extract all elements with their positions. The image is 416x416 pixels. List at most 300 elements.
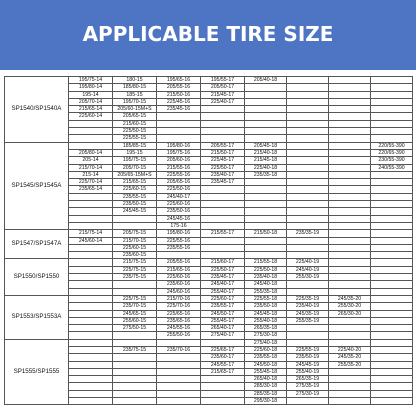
tire-size-cell: 195/80-16 (157, 142, 201, 149)
tire-size-cell (371, 222, 413, 229)
tire-size-cell: 245/55-16 (157, 325, 201, 332)
tire-size-cell (329, 237, 371, 244)
tire-size-cell (113, 383, 157, 390)
tire-size-cell (371, 237, 413, 244)
tire-size-cell: 265/35-19 (287, 376, 329, 383)
tire-size-cell (287, 186, 329, 193)
tire-size-cell (371, 128, 413, 135)
tire-size-cell: 225/45-17 (201, 157, 245, 164)
tire-size-cell (287, 288, 329, 295)
tire-size-cell (157, 361, 201, 368)
tire-size-cell: 275/50-15 (113, 325, 157, 332)
tire-size-table (4, 76, 413, 405)
tire-size-cell: 255/35-19 (287, 317, 329, 324)
tire-size-cell: 215/70-15 (113, 237, 157, 244)
tire-size-cell: 275/40-17 (201, 332, 245, 339)
tire-size-cell: 205/65-15M+S (113, 171, 157, 178)
tire-size-cell: 215/75-14 (69, 230, 113, 237)
tire-size-cell (69, 317, 113, 324)
tire-size-cell (329, 274, 371, 281)
table-row (5, 230, 413, 237)
table-row (5, 295, 413, 302)
model-name-cell: SP1555/SP1555 (5, 339, 69, 405)
tire-size-cell (245, 84, 287, 91)
tire-size-cell (329, 186, 371, 193)
tire-size-cell (371, 98, 413, 105)
tire-size-cell: 195/70-15 (113, 98, 157, 105)
tire-size-cell: 255/60-15 (113, 317, 157, 324)
tire-size-cell (287, 398, 329, 405)
tire-size-cell (287, 281, 329, 288)
tire-size-cell: 225/50-17 (201, 164, 245, 171)
tire-size-cell (329, 259, 371, 266)
tire-size-cell (329, 120, 371, 127)
tire-size-cell: 235/40-19 (287, 303, 329, 310)
tire-size-cell: 180-15 (113, 77, 157, 84)
tire-size-cell (69, 244, 113, 251)
tire-size-cell (245, 208, 287, 215)
tire-size-cell (201, 244, 245, 251)
tire-size-cell (245, 120, 287, 127)
model-name-cell: SP1545/SP1545A (5, 142, 69, 230)
tire-size-cell: 225/75-15 (113, 295, 157, 302)
tire-size-cell (201, 208, 245, 215)
tire-size-cell (69, 128, 113, 135)
tire-size-cell: 245/45-19 (287, 361, 329, 368)
tire-size-cell (157, 113, 201, 120)
tire-size-cell (287, 244, 329, 251)
tire-size-cell: 225/50-17 (201, 266, 245, 273)
tire-size-cell: 225/50-18 (245, 266, 287, 273)
tire-size-cell: 255/40-19 (287, 368, 329, 375)
tire-size-cell: 255/50-16 (157, 332, 201, 339)
tire-size-cell (157, 120, 201, 127)
tire-size-cell: 235/55-16 (157, 244, 201, 251)
tire-size-cell (69, 142, 113, 149)
tire-size-cell: 235/35-18 (245, 171, 287, 178)
tire-size-cell: 185-15 (113, 91, 157, 98)
tire-size-cell (157, 252, 201, 259)
tire-size-cell (113, 222, 157, 229)
tire-size-cell (69, 120, 113, 127)
tire-size-cell: 195/80-14 (69, 84, 113, 91)
table-row (5, 142, 413, 149)
tire-size-cell (69, 208, 113, 215)
tire-size-cell (371, 171, 413, 178)
tire-size-cell (371, 398, 413, 405)
tire-size-cell: 225/35-19 (287, 295, 329, 302)
tire-size-cell (329, 208, 371, 215)
tire-size-cell (287, 120, 329, 127)
tire-size-cell (287, 339, 329, 346)
tire-size-cell: 225/50-16 (157, 186, 201, 193)
tire-size-cell: 235/60-15 (113, 252, 157, 259)
tire-size-cell: 245/65-15 (113, 310, 157, 317)
tire-size-cell (371, 84, 413, 91)
tire-size-cell (371, 215, 413, 222)
tire-size-cell: 215/50-17 (201, 149, 245, 156)
tire-size-cell: 195/80-16 (157, 230, 201, 237)
tire-size-cell (371, 201, 413, 208)
tire-size-cell (69, 354, 113, 361)
tire-size-cell (329, 201, 371, 208)
tire-size-cell (201, 339, 245, 346)
tire-size-cell: 205/80-14 (69, 149, 113, 156)
tire-size-cell: 225/50-15 (113, 128, 157, 135)
tire-size-cell (329, 84, 371, 91)
tire-size-cell (371, 295, 413, 302)
tire-size-cell: 225/40-20 (329, 346, 371, 353)
tire-size-cell (287, 171, 329, 178)
tire-size-cell: 205/70-14 (69, 98, 113, 105)
tire-size-cell: 215/40-18 (245, 149, 287, 156)
tire-size-cell: 225/60-18 (245, 346, 287, 353)
tire-size-cell (201, 106, 245, 113)
tire-size-cell (287, 215, 329, 222)
tire-size-cell (287, 84, 329, 91)
tire-size-cell (329, 91, 371, 98)
tire-size-cell (69, 368, 113, 375)
tire-size-cell: 215/45-18 (245, 157, 287, 164)
tire-size-cell: 195-15 (113, 149, 157, 156)
tire-size-cell (329, 135, 371, 142)
table-row (5, 339, 413, 346)
tire-size-cell (245, 135, 287, 142)
tire-size-cell (287, 222, 329, 229)
tire-size-cell: 215/70-16 (157, 295, 201, 302)
model-name-cell: SP1547/SP1547A (5, 230, 69, 259)
tire-size-cell (157, 339, 201, 346)
tire-size-cell: 235/65-14 (69, 186, 113, 193)
tire-size-cell: 225/60-14 (69, 113, 113, 120)
model-name-cell: SP1550/SP1550 (5, 259, 69, 295)
tire-size-cell (329, 164, 371, 171)
tire-size-cell: 235/50-16 (157, 208, 201, 215)
tire-size-cell: 235/70-15 (113, 303, 157, 310)
model-name-cell: SP1540/SP1540A (5, 77, 69, 143)
tire-size-cell (245, 193, 287, 200)
tire-size-cell (329, 317, 371, 324)
tire-size-cell: 215/50-18 (245, 230, 287, 237)
tire-size-cell (371, 339, 413, 346)
tire-size-cell (201, 186, 245, 193)
tire-size-cell (69, 376, 113, 383)
tire-size-cell (329, 113, 371, 120)
tire-size-cell: 225/60-15 (113, 244, 157, 251)
tire-size-cell: 235/55-17 (201, 303, 245, 310)
tire-size-cell (113, 354, 157, 361)
tire-size-cell: 255/35-18 (245, 288, 287, 295)
tire-size-cell: 225/60-16 (157, 274, 201, 281)
tire-size-cell: 245/45-15 (113, 208, 157, 215)
tire-size-cell (287, 164, 329, 171)
tire-size-cell: 245/40-17 (157, 193, 201, 200)
tire-size-cell (245, 215, 287, 222)
tire-size-cell (329, 142, 371, 149)
tire-size-cell: 245/35-20 (329, 354, 371, 361)
tire-size-cell: 205/55-16 (157, 259, 201, 266)
tire-size-cell: 235/50-19 (287, 354, 329, 361)
tire-size-cell (371, 266, 413, 273)
tire-size-cell (287, 157, 329, 164)
tire-size-cell (245, 222, 287, 229)
page-title: APPLICABLE TIRE SIZE (82, 22, 334, 46)
tire-size-cell (201, 201, 245, 208)
tire-size-cell (371, 376, 413, 383)
tire-size-cell: 195/75-14 (69, 77, 113, 84)
tire-size-cell (371, 346, 413, 353)
tire-size-cell (201, 390, 245, 397)
tire-size-cell: 225/55-16 (157, 171, 201, 178)
tire-size-cell (371, 281, 413, 288)
tire-size-cell: 245/50-17 (201, 310, 245, 317)
tire-size-cell: 265/40-18 (245, 376, 287, 383)
tire-size-cell: 205/65-16 (157, 179, 201, 186)
tire-size-cell: 275/40-18 (245, 339, 287, 346)
tire-size-cell (329, 98, 371, 105)
tire-size-cell: 285/30-18 (245, 383, 287, 390)
tire-size-cell: 225/55-16 (157, 237, 201, 244)
tire-size-cell: 185/85-15 (113, 142, 157, 149)
tire-size-cell (245, 106, 287, 113)
tire-size-cell (371, 259, 413, 266)
tire-size-cell (201, 222, 245, 229)
tire-size-cell: 265/30-20 (329, 310, 371, 317)
tire-size-cell: 215/55-17 (201, 230, 245, 237)
tire-size-cell: 245/45-16 (157, 215, 201, 222)
tire-size-cell: 235/60-16 (157, 281, 201, 288)
tire-size-cell (287, 332, 329, 339)
tire-size-cell: 235/40-18 (245, 274, 287, 281)
tire-size-cell (245, 91, 287, 98)
tire-size-cell: 275/30-18 (245, 332, 287, 339)
tire-size-cell (245, 201, 287, 208)
tire-size-cell (69, 303, 113, 310)
tire-size-cell (113, 281, 157, 288)
tire-size-cell: 245/60-16 (157, 288, 201, 295)
tire-size-cell: 245/50-18 (245, 361, 287, 368)
tire-size-cell (371, 186, 413, 193)
tire-size-cell (371, 252, 413, 259)
tire-size-cell: 255/35-20 (329, 361, 371, 368)
tire-size-cell (201, 383, 245, 390)
tire-size-cell: 255/30-19 (287, 274, 329, 281)
tire-size-cell (201, 113, 245, 120)
tire-size-cell (371, 383, 413, 390)
tire-size-cell (287, 91, 329, 98)
tire-size-cell (113, 376, 157, 383)
tire-size-cell: 205/55-17 (201, 142, 245, 149)
tire-size-cell: 215/70-14 (69, 164, 113, 171)
tire-size-cell (371, 368, 413, 375)
tire-size-cell: 225/65-17 (201, 346, 245, 353)
tire-size-cell: 235/75-15 (113, 346, 157, 353)
tire-size-cell (329, 339, 371, 346)
tire-size-cell (371, 288, 413, 295)
tire-size-cell: 195/75-15 (113, 157, 157, 164)
tire-size-cell (329, 171, 371, 178)
tire-size-cell: 215/55-16 (157, 164, 201, 171)
tire-size-cell (201, 237, 245, 244)
tire-size-cell (69, 201, 113, 208)
tire-size-cell (329, 252, 371, 259)
tire-size-cell (201, 215, 245, 222)
tire-size-cell (329, 230, 371, 237)
tire-size-cell (69, 325, 113, 332)
tire-size-cell (287, 106, 329, 113)
tire-size-cell: 195/75-16 (157, 149, 201, 156)
tire-size-cell: 225/65-16 (157, 310, 201, 317)
tire-size-cell: 235/70-16 (157, 346, 201, 353)
tire-size-cell (287, 201, 329, 208)
tire-size-cell: 225/40-19 (287, 259, 329, 266)
tire-size-cell: 195-14 (69, 91, 113, 98)
tire-size-cell: 245/40-17 (201, 281, 245, 288)
tire-size-cell (287, 142, 329, 149)
tire-size-cell: 225/70-14 (69, 179, 113, 186)
tire-size-cell (329, 77, 371, 84)
tire-size-cell (69, 288, 113, 295)
tire-size-cell (371, 113, 413, 120)
tire-size-cell: 285/35-18 (245, 390, 287, 397)
tire-size-cell: 225/55-18 (245, 295, 287, 302)
tire-size-cell (329, 149, 371, 156)
tire-size-cell (329, 398, 371, 405)
tire-size-cell: 265/35-18 (245, 325, 287, 332)
tire-size-cell (69, 310, 113, 317)
tire-size-cell: 225/55-19 (287, 346, 329, 353)
tire-size-cell: 275/35-19 (287, 383, 329, 390)
tire-size-cell (69, 346, 113, 353)
tire-size-cell: 220/55-390 (371, 142, 413, 149)
tire-size-cell (329, 215, 371, 222)
tire-size-cell: 235/55-18 (245, 354, 287, 361)
tire-size-cell (371, 244, 413, 251)
tire-size-cell (157, 383, 201, 390)
tire-size-cell (287, 325, 329, 332)
tire-size-cell (329, 390, 371, 397)
tire-size-cell: 245/45-18 (245, 310, 287, 317)
tire-size-cell: 245/55-17 (201, 361, 245, 368)
tire-size-cell (371, 91, 413, 98)
tire-size-cell (69, 266, 113, 273)
tire-size-cell: 205/65-15 (113, 113, 157, 120)
tire-size-cell (69, 281, 113, 288)
tire-size-cell (371, 310, 413, 317)
tire-size-cell: 225/45-16 (157, 98, 201, 105)
tire-size-cell: 255/30-20 (329, 303, 371, 310)
tire-size-cell (329, 288, 371, 295)
tire-size-cell (201, 128, 245, 135)
tire-size-cell (329, 128, 371, 135)
tire-size-cell: 235/50-18 (245, 303, 287, 310)
tire-size-cell: 205/60-16 (157, 157, 201, 164)
tire-size-cell (113, 215, 157, 222)
tire-size-cell (371, 303, 413, 310)
tire-size-cell (69, 398, 113, 405)
tire-size-cell (157, 390, 201, 397)
tire-size-cell: 255/45-17 (201, 317, 245, 324)
tire-size-cell (69, 361, 113, 368)
tire-size-cell: 205/45-18 (245, 142, 287, 149)
tire-size-cell (329, 193, 371, 200)
tire-size-cell (113, 332, 157, 339)
tire-size-cell (201, 252, 245, 259)
tire-size-cell (69, 193, 113, 200)
tire-size-cell (201, 193, 245, 200)
tire-size-cell (157, 398, 201, 405)
tire-size-cell: 220/65-390 (371, 149, 413, 156)
tire-size-cell (329, 157, 371, 164)
tire-size-cell (287, 128, 329, 135)
tire-size-cell (245, 98, 287, 105)
tire-size-cell (371, 77, 413, 84)
tire-size-cell (371, 332, 413, 339)
tire-size-cell (371, 230, 413, 237)
model-name-cell: SP1553/SP1553A (5, 295, 69, 339)
tire-size-cell: 235/45-16 (157, 106, 201, 113)
tire-size-cell: 235/65-16 (157, 317, 201, 324)
tire-size-cell: 225/60-16 (157, 201, 201, 208)
tire-size-cell: 225/55-15 (113, 135, 157, 142)
tire-size-cell (329, 244, 371, 251)
tire-size-cell: 205/70-15 (113, 164, 157, 171)
tire-size-cell: 255/45-18 (245, 368, 287, 375)
tire-size-cell: 235/35-19 (287, 230, 329, 237)
tire-size-cell: 205/75-15 (113, 230, 157, 237)
tire-size-cell (201, 120, 245, 127)
tire-size-cell (69, 339, 113, 346)
tire-size-cell (371, 179, 413, 186)
tire-size-cell (245, 237, 287, 244)
tire-size-cell (113, 368, 157, 375)
tire-size-cell (371, 361, 413, 368)
tire-size-cell: 175-16 (157, 222, 201, 229)
tire-size-cell (329, 106, 371, 113)
tire-size-cell (329, 368, 371, 375)
tire-size-cell (201, 398, 245, 405)
tire-size-cell (371, 120, 413, 127)
tire-size-cell (287, 179, 329, 186)
tire-size-cell: 235/45-17 (201, 274, 245, 281)
tire-size-cell: 235/60-17 (201, 354, 245, 361)
tire-size-cell: 225/60-17 (201, 295, 245, 302)
tire-size-cell: 235/75-15 (113, 274, 157, 281)
tire-size-cell: 215-14 (69, 171, 113, 178)
tire-size-cell: 215/55-18 (245, 259, 287, 266)
tire-size-cell (329, 179, 371, 186)
tire-size-cell: 215/50-16 (157, 91, 201, 98)
tire-size-cell: 245/35-20 (329, 295, 371, 302)
table-row (5, 259, 413, 266)
tire-size-cell (329, 281, 371, 288)
tire-size-cell (371, 274, 413, 281)
tire-size-cell: 295/30-18 (245, 398, 287, 405)
tire-size-cell (113, 390, 157, 397)
tire-size-cell (329, 332, 371, 339)
tire-size-cell: 215/45-17 (201, 91, 245, 98)
tire-size-cell (201, 376, 245, 383)
tire-size-cell: 215/75-15 (113, 259, 157, 266)
tire-size-cell: 235/40-17 (201, 171, 245, 178)
tire-size-cell: 205/50-17 (201, 84, 245, 91)
tire-size-cell: 205-14 (69, 157, 113, 164)
tire-size-cell: 215/60-15 (113, 120, 157, 127)
tire-size-cell (69, 135, 113, 142)
tire-size-cell (329, 222, 371, 229)
tire-size-cell: 225/75-15 (113, 266, 157, 273)
tire-size-cell (287, 98, 329, 105)
